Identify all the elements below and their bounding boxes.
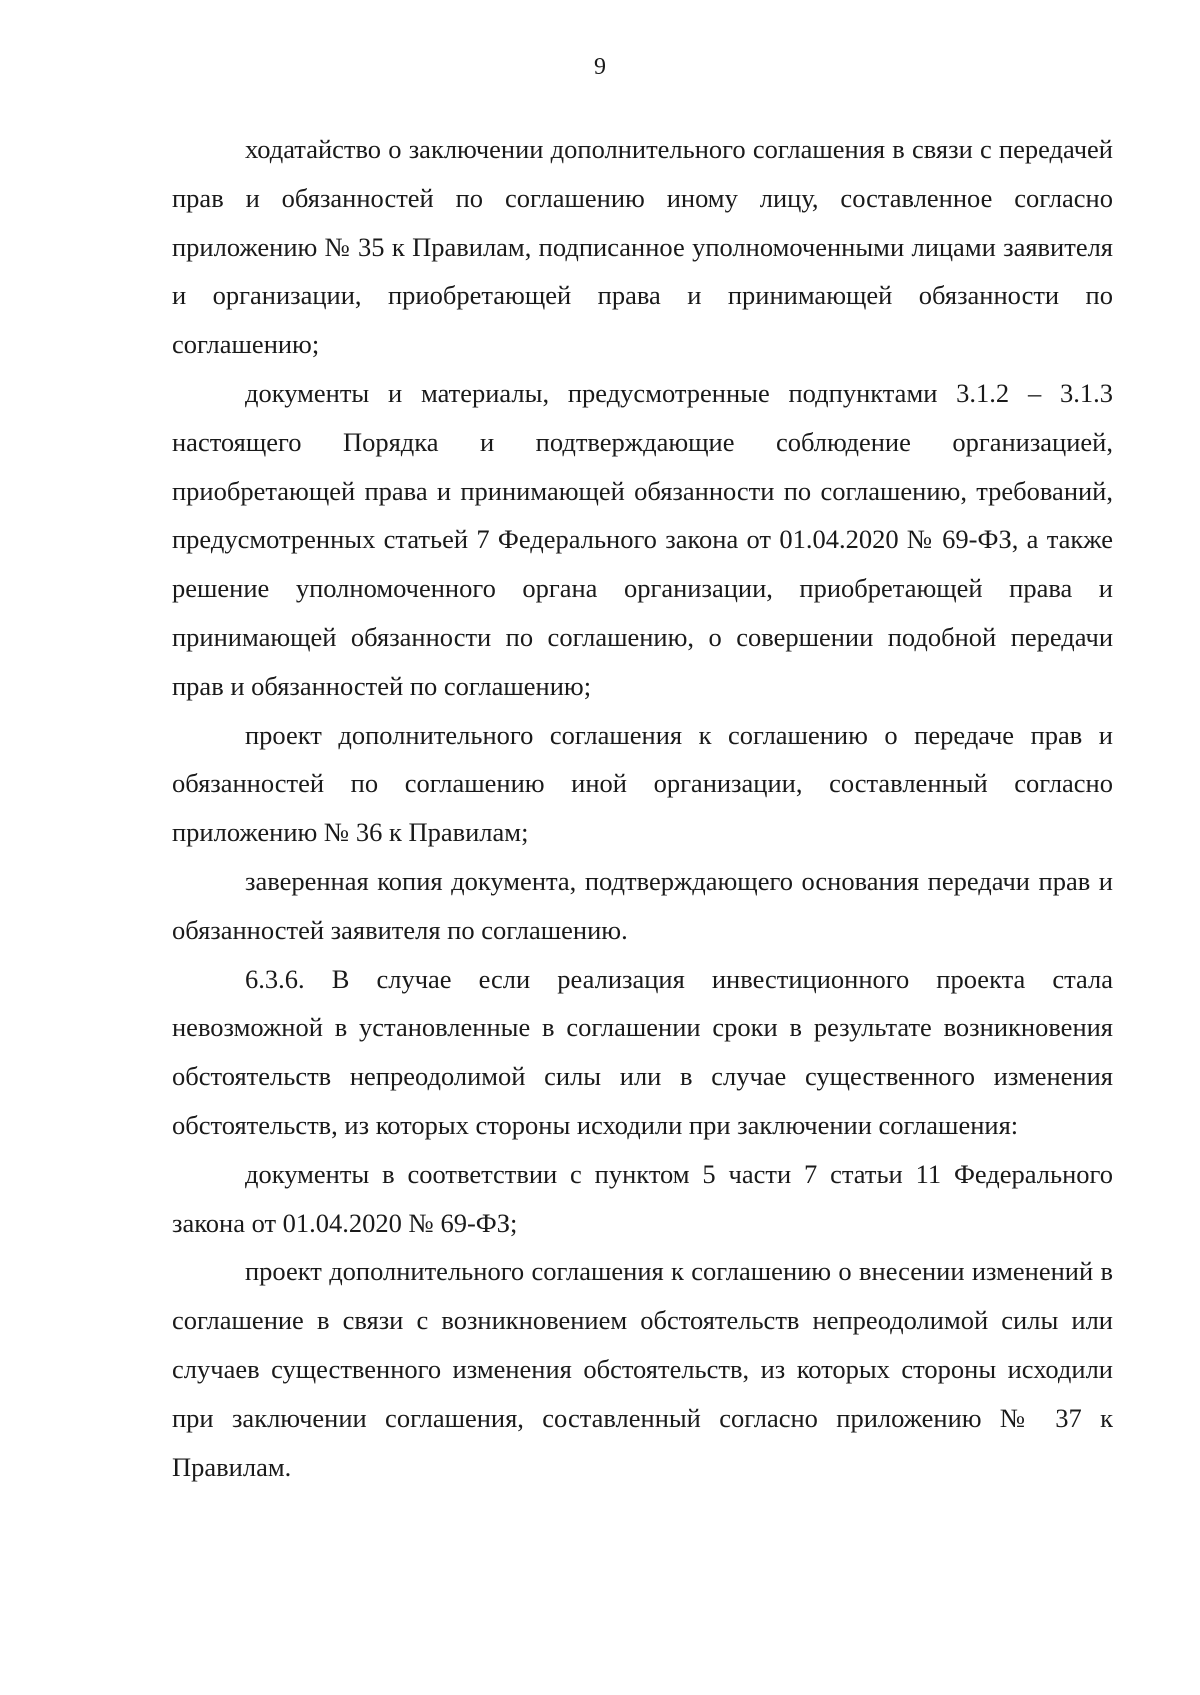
paragraph-documents-and-materials: документы и материалы, предусмотренные подпунктами 3.1.2 – 3.1.3 настоящего Порядка и подтверждающие соблюдение организацией, приобретающей права и принимающей обязанности по соглашению, требований, предусмотренных статьей 7 Федерального закона от 01.04.2020 № 69-ФЗ, а также решение уполномоченного органа организации, приобретающей права и принимающей обязанности по соглашению, о совершении подобной передачи прав и обязанностей по соглашению;	[172, 377, 1113, 701]
page-number: 9	[594, 54, 606, 80]
paragraph-petition-additional-agreement: ходатайство о заключении дополнительного соглашения в связи с передачей прав и обязанностей по соглашению иному лицу, составленное согласно приложению № 35 к Правилам, подписанное уполномоченными лицами заявителя и организации, приобретающей права и принимающей обязанности по соглашению;	[172, 134, 1113, 360]
paragraph-draft-agreement-transfer: проект дополнительного соглашения к соглашению о передаче прав и обязанностей по соглашению иной организации, составленный согласно приложению № 36 к Правилам;	[172, 719, 1113, 848]
paragraph-documents-law-reference: документы в соответствии с пунктом 5 части 7 статьи 11 Федерального закона от 01.04.2020 № 69-ФЗ;	[172, 1158, 1113, 1238]
paragraph-clause-6-3-6: 6.3.6. В случае если реализация инвестиционного проекта стала невозможной в установленные в соглашении сроки в результате возникновения обстоятельств непреодолимой силы или в случае существенного изменения обстоятельств, из которых стороны исходили при заключении соглашения:	[172, 963, 1113, 1140]
paragraph-draft-agreement-force-majeure: проект дополнительного соглашения к соглашению о внесении изменений в соглашение в связи с возникновением обстоятельств непреодолимой силы или случаев существенного изменения обстоятельств, из которых стороны исходили при заключении соглашения, составленный согласно приложению № 37 к Правилам.	[172, 1256, 1113, 1482]
document-body	[172, 125, 1113, 1491]
paragraph-certified-copy: заверенная копия документа, подтверждающего основания передачи прав и обязанностей заявителя по соглашению.	[172, 865, 1113, 945]
